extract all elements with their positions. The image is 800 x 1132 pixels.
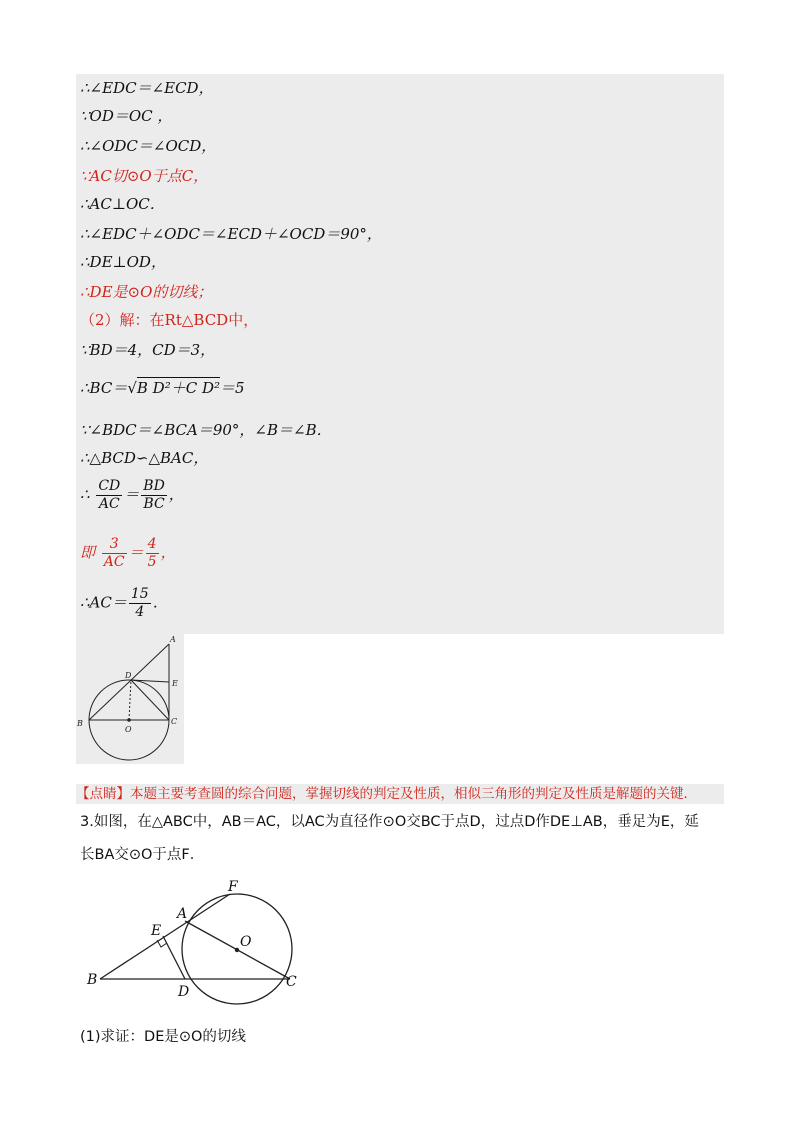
solution-line-13: ∴△BCD∽△BAC，: [80, 449, 209, 467]
figure-2: [80, 878, 310, 1008]
fig2-label-e: E: [151, 923, 162, 939]
solution-line-9: （2）解：在Rt△BCD中，: [80, 311, 259, 329]
fig1-label-b: B: [77, 719, 83, 728]
solution-line-1: ∴∠EDC＝∠ECD，: [80, 79, 214, 97]
sqrt-expression: B D²＋C D²: [136, 379, 221, 397]
fig2-label-o: O: [240, 934, 252, 950]
fig1-label-o: O: [125, 725, 132, 734]
fig1-label-c: C: [171, 717, 178, 726]
bc-prefix: ∴BC＝: [80, 379, 128, 397]
fig1-label-e: E: [172, 679, 178, 688]
figure-1-svg: [76, 634, 184, 764]
fraction-cd-ac: $\frac{CD}{AC}$: [98, 478, 121, 512]
fig1-label-d: D: [125, 671, 132, 680]
fraction-4-5: $\frac{4}{5}$: [147, 536, 157, 570]
solution-line-4: ∵AC切⊙O于点C，: [80, 167, 209, 185]
solution-line-3: ∴∠ODC＝∠OCD，: [80, 137, 217, 155]
figure-1: [76, 634, 184, 764]
sqrt-result: ＝5: [220, 379, 245, 397]
fig2-label-d: D: [178, 984, 190, 1000]
problem-3-line-1: 3.如图，在△ABC中，AB＝AC，以AC为直径作⊙O交BC于点D，过点D作DE⊥AB，垂足为E，延: [80, 814, 699, 830]
solution-line-12: ∵∠BDC＝∠BCA＝90°，∠B＝∠B．: [80, 421, 332, 439]
fig2-label-c: C: [286, 974, 297, 990]
key-point-note: 【点睛】本题主要考查圆的综合问题，掌握切线的判定及性质，相似三角形的判定及性质是解题的关键．: [76, 784, 724, 804]
fraction-15-4: $\frac{15}{4}$: [130, 586, 149, 620]
solution-line-11: ∴BC＝√B D²＋C D²＝5: [80, 379, 245, 397]
solution-line-16: ∴AC＝ $\frac{15}{4}$ ．: [80, 586, 168, 620]
fig1-label-a: A: [170, 635, 176, 644]
solution-line-5: ∴AC⊥OC．: [80, 195, 165, 213]
solution-line-8: ∴DE是⊙O的切线；: [80, 283, 213, 301]
therefore-prefix: ∴: [80, 485, 90, 504]
fraction-3-ac: $\frac{3}{AC}$: [103, 536, 125, 570]
fraction-bd-bc: $\frac{BD}{BC}$: [143, 478, 165, 512]
solution-line-14: ∴ $\frac{CD}{AC}$ ＝ $\frac{BD}{BC}$ ，: [80, 478, 184, 512]
ac-prefix: ∴AC＝: [80, 593, 127, 612]
solution-line-10: ∵BD＝4，CD＝3，: [80, 341, 216, 359]
solution-line-7: ∴DE⊥OD，: [80, 253, 166, 271]
solution-line-15: 即 $\frac{3}{AC}$ ＝ $\frac{4}{5}$ ，: [80, 536, 176, 570]
fig2-label-a: A: [177, 906, 188, 922]
problem-3-part-1: (1)求证：DE是⊙O的切线: [80, 1029, 246, 1045]
fig2-label-b: B: [87, 972, 98, 988]
solution-line-2: ∵OD＝OC ，: [80, 107, 173, 125]
ji-prefix: 即: [80, 543, 96, 562]
fig2-label-f: F: [228, 879, 238, 895]
problem-3-line-2: 长BA交⊙O于点F．: [80, 847, 205, 863]
solution-line-6: ∴∠EDC＋∠ODC＝∠ECD＋∠OCD＝90°，: [80, 225, 382, 243]
